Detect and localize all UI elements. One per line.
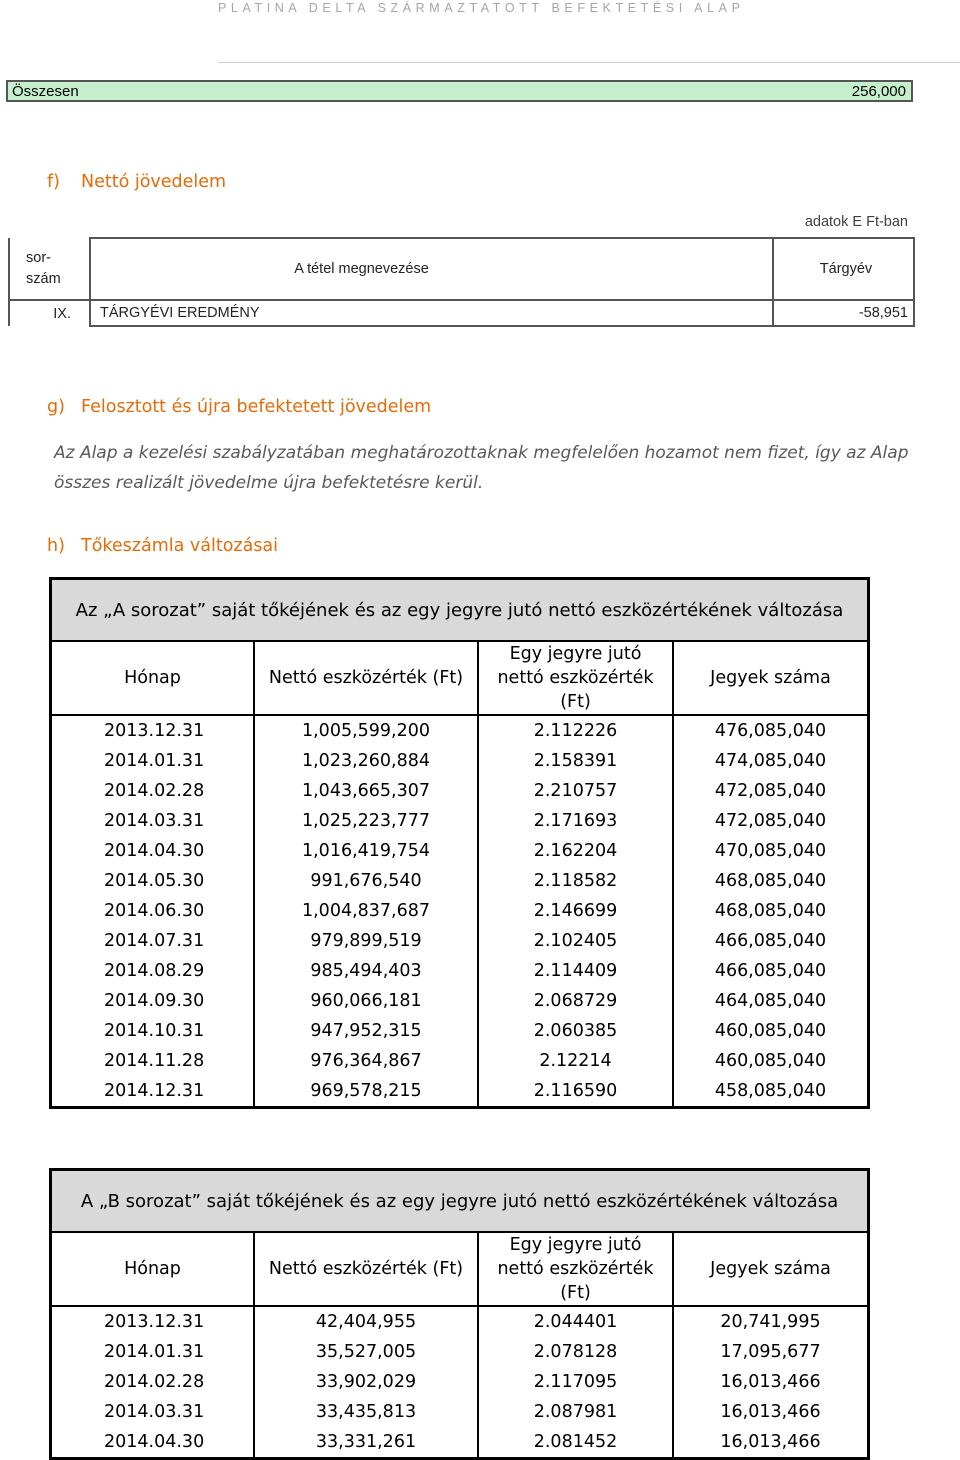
cell-units: 460,085,040 [673, 1046, 867, 1076]
cell-month: 2013.12.31 [52, 715, 254, 746]
cell-month: 2014.11.28 [52, 1046, 254, 1076]
cell-nav: 979,899,519 [254, 926, 478, 956]
cell-nav-per-unit: 2.116590 [478, 1076, 673, 1106]
section-g-heading: Felosztott és újra befektetett jövedelem [81, 397, 432, 417]
cell-month: 2014.06.30 [52, 896, 254, 926]
cell-nav-per-unit: 2.112226 [478, 715, 673, 746]
section-g-title [47, 397, 431, 417]
cell-nav: 1,004,837,687 [254, 896, 478, 926]
series-b-body [52, 1306, 867, 1457]
cell-nav: 1,023,260,884 [254, 746, 478, 776]
cell-nav-per-unit: 2.114409 [478, 956, 673, 986]
series-a-table [49, 577, 870, 1109]
col-header-nav: Nettó eszközérték (Ft) [254, 1233, 478, 1306]
table-row [52, 926, 867, 956]
total-value: 256,000 [851, 82, 906, 100]
series-b-grid [52, 1233, 867, 1457]
row-value: -58,951 [773, 300, 914, 326]
cell-month: 2014.08.29 [52, 956, 254, 986]
cell-nav-per-unit: 2.118582 [478, 866, 673, 896]
cell-month: 2014.03.31 [52, 1397, 254, 1427]
cell-nav: 985,494,403 [254, 956, 478, 986]
cell-units: 468,085,040 [673, 866, 867, 896]
table-row [52, 806, 867, 836]
cell-units: 472,085,040 [673, 806, 867, 836]
cell-units: 474,085,040 [673, 746, 867, 776]
col-header-num: sor- szám [9, 238, 90, 300]
row-num: IX. [9, 300, 90, 326]
cell-units: 16,013,466 [673, 1427, 867, 1457]
cell-nav: 947,952,315 [254, 1016, 478, 1046]
series-a-body [52, 715, 867, 1106]
cell-month: 2014.01.31 [52, 1337, 254, 1367]
cell-nav: 35,527,005 [254, 1337, 478, 1367]
unit-note: adatok E Ft-ban [804, 214, 908, 230]
series-b-title: A „B sorozat” saját tőkéjének és az egy jegyre jutó nettó eszközértékének változása [52, 1171, 867, 1233]
table-row [52, 1306, 867, 1337]
cell-nav: 1,016,419,754 [254, 836, 478, 866]
table-row [52, 1046, 867, 1076]
cell-month: 2014.04.30 [52, 1427, 254, 1457]
cell-nav: 33,902,029 [254, 1367, 478, 1397]
cell-nav-per-unit: 2.078128 [478, 1337, 673, 1367]
cell-month: 2014.02.28 [52, 776, 254, 806]
cell-nav-per-unit: 2.12214 [478, 1046, 673, 1076]
page-header [0, 0, 960, 60]
cell-units: 20,741,995 [673, 1306, 867, 1337]
cell-month: 2014.02.28 [52, 1367, 254, 1397]
col-header-month: Hónap [52, 642, 254, 715]
table-row [52, 746, 867, 776]
cell-units: 476,085,040 [673, 715, 867, 746]
cell-month: 2014.03.31 [52, 806, 254, 836]
cell-month: 2014.09.30 [52, 986, 254, 1016]
col-header-units: Jegyek száma [673, 642, 867, 715]
series-b-header-row [52, 1233, 867, 1306]
table-row [52, 1367, 867, 1397]
section-h-title [47, 536, 278, 556]
cell-month: 2014.12.31 [52, 1076, 254, 1106]
table-row [52, 986, 867, 1016]
total-label: Összesen [12, 82, 79, 100]
section-f-heading: Nettó jövedelem [81, 172, 227, 192]
col-header-nav: Nettó eszközérték (Ft) [254, 642, 478, 715]
section-h-heading: Tőkeszámla változásai [81, 536, 279, 556]
section-g-letter: g) [47, 397, 65, 417]
cell-units: 470,085,040 [673, 836, 867, 866]
table-row [52, 896, 867, 926]
cell-nav-per-unit: 2.087981 [478, 1397, 673, 1427]
cell-nav: 960,066,181 [254, 986, 478, 1016]
col-header-nav-per-unit: Egy jegyre jutó nettó eszközérték (Ft) [478, 642, 673, 715]
series-a-title: Az „A sorozat” saját tőkéjének és az egy jegyre jutó nettó eszközértékének változása [52, 580, 867, 642]
section-h-letter: h) [47, 536, 65, 556]
cell-nav: 1,025,223,777 [254, 806, 478, 836]
series-b-table [49, 1168, 870, 1460]
row-name: TÁRGYÉVI EREDMÉNY [90, 300, 773, 326]
cell-nav: 33,435,813 [254, 1397, 478, 1427]
cell-nav-per-unit: 2.117095 [478, 1367, 673, 1397]
cell-units: 466,085,040 [673, 926, 867, 956]
cell-nav: 969,578,215 [254, 1076, 478, 1106]
cell-nav: 1,043,665,307 [254, 776, 478, 806]
col-header-nav-per-unit: Egy jegyre jutó nettó eszközérték (Ft) [478, 1233, 673, 1306]
cell-nav: 991,676,540 [254, 866, 478, 896]
cell-units: 468,085,040 [673, 896, 867, 926]
cell-units: 17,095,677 [673, 1337, 867, 1367]
cell-month: 2014.07.31 [52, 926, 254, 956]
series-a-grid [52, 642, 867, 1106]
cell-nav-per-unit: 2.102405 [478, 926, 673, 956]
table-row [52, 956, 867, 986]
table-row [52, 1337, 867, 1367]
cell-nav-per-unit: 2.060385 [478, 1016, 673, 1046]
table-row [52, 1076, 867, 1106]
total-row [6, 80, 913, 102]
cell-units: 16,013,466 [673, 1367, 867, 1397]
cell-nav-per-unit: 2.210757 [478, 776, 673, 806]
cell-nav: 976,364,867 [254, 1046, 478, 1076]
cell-month: 2014.04.30 [52, 836, 254, 866]
cell-nav-per-unit: 2.171693 [478, 806, 673, 836]
cell-nav-per-unit: 2.081452 [478, 1427, 673, 1457]
section-f-letter: f) [47, 172, 60, 192]
col-header-year: Tárgyév [773, 238, 914, 300]
table-row [52, 836, 867, 866]
series-a-header-row [52, 642, 867, 715]
cell-month: 2014.01.31 [52, 746, 254, 776]
table-row [52, 715, 867, 746]
header-text: PLATINA DELTA SZÁRMAZTATOTT BEFEKTETÉSI ALAP [218, 1, 745, 15]
table-row [52, 1427, 867, 1457]
cell-units: 464,085,040 [673, 986, 867, 1016]
section-f-title [47, 172, 226, 192]
cell-nav: 33,331,261 [254, 1427, 478, 1457]
table-row [52, 1016, 867, 1046]
cell-nav-per-unit: 2.158391 [478, 746, 673, 776]
col-header-name: A tétel megnevezése [90, 238, 773, 300]
section-g-text: Az Alap a kezelési szabályzatában meghatározottaknak megfelelően hozamot nem fizet, így az Alap összes realizált jövedelme újra befektetésre kerül. [54, 443, 909, 493]
cell-nav: 42,404,955 [254, 1306, 478, 1337]
result-table [8, 237, 915, 327]
cell-units: 472,085,040 [673, 776, 867, 806]
cell-units: 466,085,040 [673, 956, 867, 986]
cell-nav-per-unit: 2.068729 [478, 986, 673, 1016]
cell-nav-per-unit: 2.146699 [478, 896, 673, 926]
table-row [52, 1397, 867, 1427]
table-row [52, 776, 867, 806]
cell-nav: 1,005,599,200 [254, 715, 478, 746]
cell-units: 16,013,466 [673, 1397, 867, 1427]
col-header-month: Hónap [52, 1233, 254, 1306]
header-rule [218, 62, 960, 63]
cell-nav-per-unit: 2.162204 [478, 836, 673, 866]
cell-nav-per-unit: 2.044401 [478, 1306, 673, 1337]
cell-units: 460,085,040 [673, 1016, 867, 1046]
cell-month: 2014.05.30 [52, 866, 254, 896]
table-row [52, 866, 867, 896]
cell-month: 2014.10.31 [52, 1016, 254, 1046]
cell-month: 2013.12.31 [52, 1306, 254, 1337]
col-header-units: Jegyek száma [673, 1233, 867, 1306]
cell-units: 458,085,040 [673, 1076, 867, 1106]
